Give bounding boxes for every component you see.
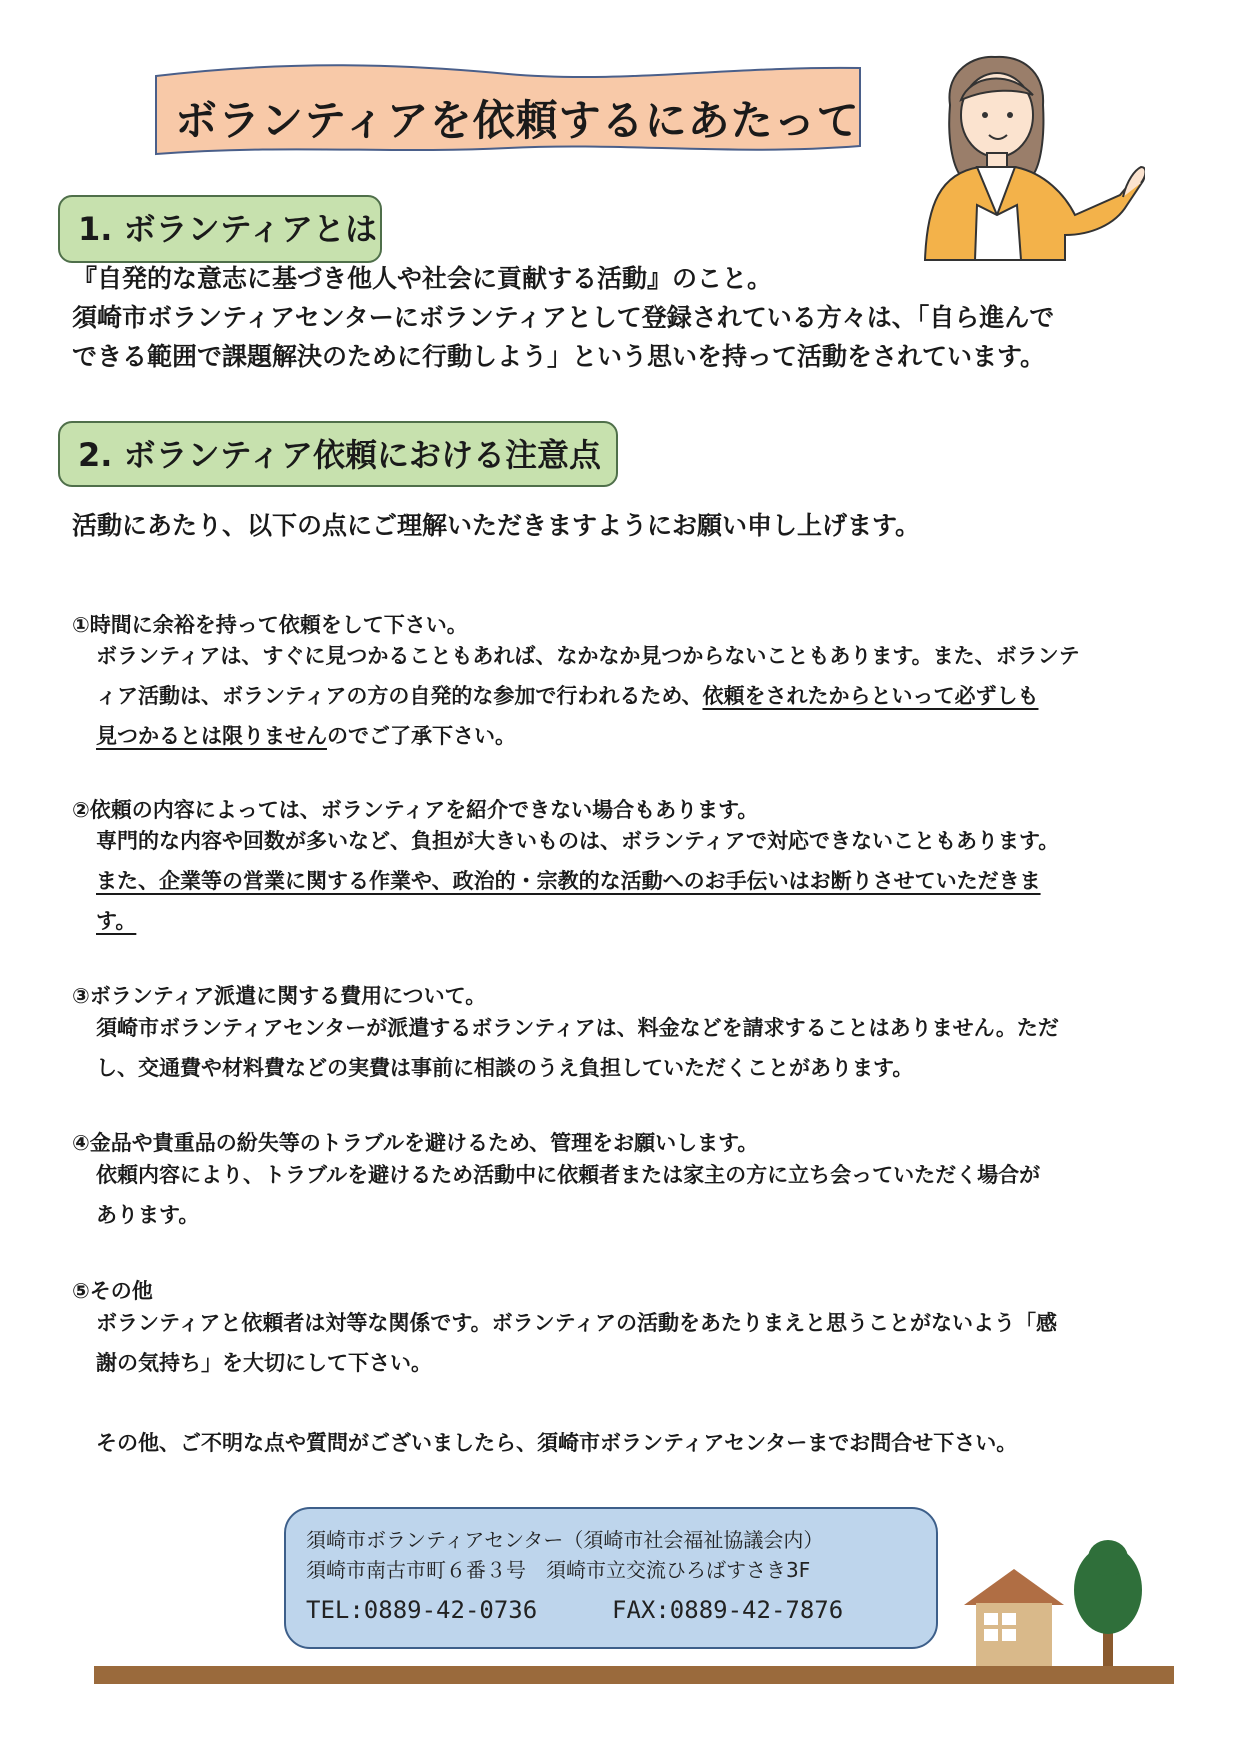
contact-fax: FAX:0889-42-7876: [612, 1596, 844, 1624]
item-body-line: ボランティアと依頼者は対等な関係です。ボランティアの活動をあたりまえと思うことがないよう「感: [96, 1311, 1057, 1335]
item-body-line: ボランティアは、すぐに見つかることもあれば、なかなか見つからないこともあります。また、ボランテ: [96, 644, 1080, 668]
page-title: ボランティアを依頼するにあたって: [175, 96, 860, 145]
house-icon: [962, 1565, 1066, 1669]
precautions-intro: 活動にあたり、以下の点にご理解いただきますようにお願い申し上げます。: [72, 511, 921, 540]
definition-text-line: 須崎市ボランティアセンターにボランティアとして登録されている方々は、「自ら進んで: [72, 303, 1055, 332]
section-heading-volunteer-definition: 1. ボランティアとは: [58, 195, 382, 263]
item-body-text: のでご了承下さい。: [327, 724, 516, 748]
item-body-line: [96, 861, 1041, 901]
ground-bar: [94, 1666, 1174, 1684]
item-body-line: 専門的な内容や回数が多いなど、負担が大きいものは、ボランティアで対応できないこともあります。: [96, 829, 1060, 853]
underlined-notice: 依頼をされたからといって必ずしも: [702, 684, 1039, 708]
closing-text: その他、ご不明な点や質問がございましたら、須崎市ボランティアセンターまでお問合せ下さい。: [96, 1431, 1018, 1455]
tree-icon: [1072, 1540, 1144, 1668]
definition-text-line: 『自発的な意志に基づき他人や社会に貢献する活動』のこと。: [72, 264, 773, 293]
contact-address: 須崎市南古市町６番３号 須崎市立交流ひろばすさき3F: [306, 1558, 811, 1582]
item-title: ②依頼の内容によっては、ボランティアを紹介できない場合もあります。: [72, 798, 759, 822]
item-title: ①時間に余裕を持って依頼をして下さい。: [72, 613, 468, 637]
item-body-line: 須崎市ボランティアセンターが派遣するボランティアは、料金などを請求することはありません。ただ: [96, 1016, 1059, 1040]
item-body-line: [96, 676, 1038, 716]
item-body-line: [96, 901, 136, 941]
item-body-line: [96, 716, 516, 756]
item-body-line: し、交通費や材料費などの実費は事前に相談のうえ負担していただくことがあります。: [96, 1056, 914, 1080]
item-body-line: あります。: [96, 1203, 200, 1227]
item-body-text: ィア活動は、ボランティアの方の自発的な参加で行われるため、: [96, 684, 703, 708]
item-title: ⑤その他: [72, 1279, 153, 1303]
contact-tel: TEL:0889-42-0736: [306, 1596, 538, 1624]
section-heading-precautions: 2. ボランティア依頼における注意点: [58, 421, 618, 487]
item-body-line: 謝の気持ち」を大切にして下さい。: [96, 1351, 432, 1375]
underlined-notice: また、企業等の営業に関する作業や、政治的・宗教的な活動へのお手伝いはお断りさせていただきま: [96, 869, 1041, 893]
woman-gesturing-icon: [915, 55, 1145, 265]
underlined-notice: 見つかるとは限りません: [96, 724, 327, 748]
item-title: ④金品や貴重品の紛失等のトラブルを避けるため、管理をお願いします。: [72, 1131, 759, 1155]
definition-text-line: できる範囲で課題解決のために行動しよう」という思いを持って活動をされています。: [72, 342, 1046, 371]
item-title: ③ボランティア派遣に関する費用について。: [72, 984, 487, 1008]
item-body-line: 依頼内容により、トラブルを避けるため活動中に依頼者または家主の方に立ち会っていただく場合が: [96, 1163, 1041, 1187]
contact-organization: 須崎市ボランティアセンター（須崎市社会福祉協議会内）: [306, 1528, 824, 1552]
underlined-notice: す。: [96, 909, 137, 933]
